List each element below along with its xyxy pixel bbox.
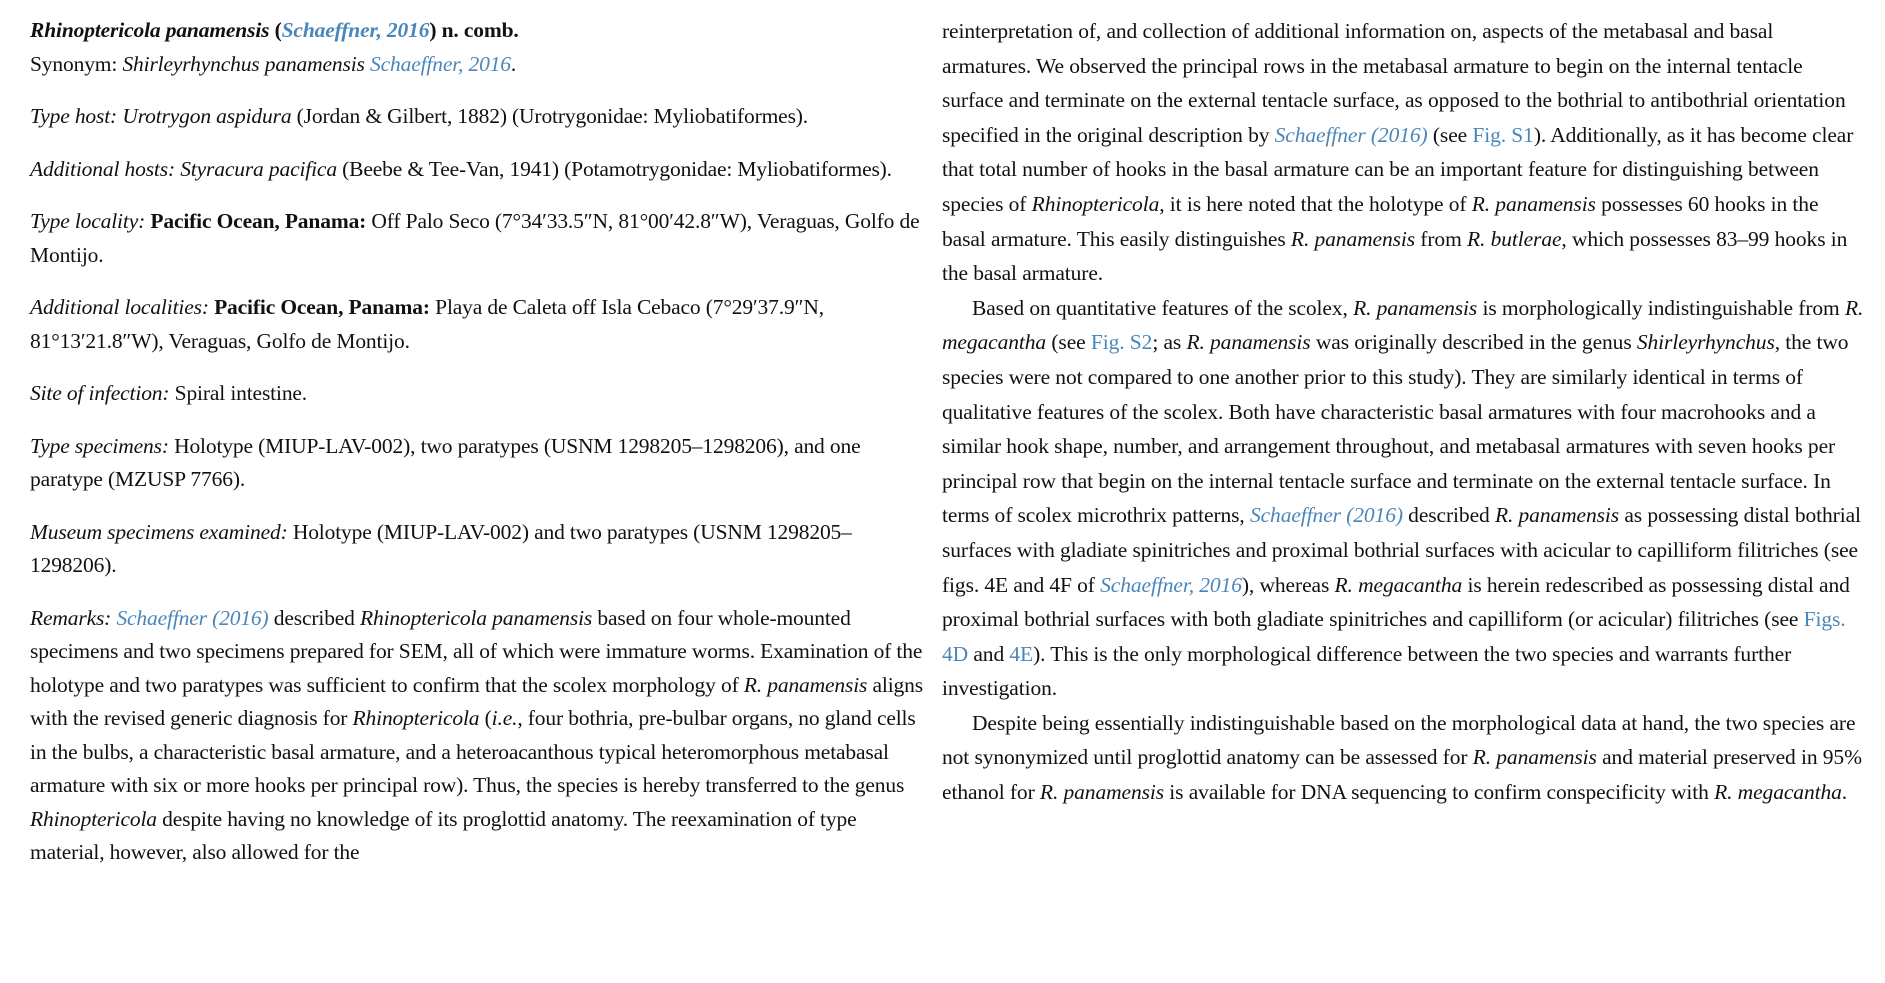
text-run: Playa de Caleta off Isla Cebaco (7°29′37.9″N, 81°13′21.8″W), Veraguas, Golfo de Montijo. bbox=[30, 295, 824, 353]
text-run: Despite being essentially indistinguishable based on the morphological data at hand, the two species are not synonymized until proglottid anatomy can be assessed for bbox=[942, 710, 1856, 770]
text-run: described bbox=[268, 605, 361, 630]
text-run: from bbox=[1415, 226, 1467, 251]
text-run: R. butlerae bbox=[1466, 226, 1562, 251]
text-run: R. panamensis bbox=[1290, 226, 1416, 251]
species-heading bbox=[30, 14, 930, 48]
text-run: . bbox=[1841, 780, 1848, 805]
synonym-line bbox=[30, 48, 930, 82]
text-run: ( bbox=[269, 18, 282, 42]
text-run: Holotype (MIUP-LAV-002) and two paratypes (USNM 1298205–1298206). bbox=[30, 519, 852, 577]
text-run: (see bbox=[1427, 122, 1473, 147]
citation-link[interactable]: Fig. S2 bbox=[1090, 330, 1153, 355]
text-run: i.e. bbox=[491, 706, 518, 730]
citation-link[interactable]: Schaeffner, 2016 bbox=[370, 51, 511, 76]
text-run: R. megacantha bbox=[1714, 780, 1842, 805]
text-run: , the two species were not compared to one another prior to this study). They are similarly identical in terms of qualitative features of the scolex. Both have characteristic basal armatures with four macrohooks and a similar hook shape, number, and arrangement throughout, and metabasal armatures with seven hooks per principal row that begin on the internal tentacle surface and terminate on the external tentacle surface. In terms of scolex microthrix patterns, bbox=[942, 330, 1849, 528]
text-run: ) n. comb. bbox=[429, 18, 519, 42]
text-run: despite having no knowledge of its proglottid anatomy. The reexamination of type material, however, also allowed for the bbox=[30, 806, 857, 864]
text-run: R. megacantha bbox=[942, 295, 1864, 355]
citation-link[interactable]: Schaeffner (2016) bbox=[1249, 503, 1403, 528]
text-run: Based on quantitative features of the scolex, bbox=[972, 295, 1354, 320]
text-run: Additional localities: bbox=[30, 295, 209, 319]
right-column bbox=[942, 14, 1867, 810]
text-run: Off Palo Seco (7°34′33.5″N, 81°00′42.8″W), Veraguas, Golfo de Montijo. bbox=[30, 209, 920, 267]
text-run: is available for DNA sequencing to confirm conspecificity with bbox=[1164, 780, 1715, 805]
text-run: (Jordan & Gilbert, 1882) (Urotrygonidae: Myliobatiformes). bbox=[291, 104, 809, 128]
text-run: , it is here noted that the holotype of bbox=[1159, 191, 1472, 216]
text-run: is herein redescribed as possessing distal and proximal bothrial surfaces with both gladiate spinitriches and capilliform (or acicular) filitriches (see bbox=[942, 572, 1850, 632]
text-run: R. panamensis bbox=[1186, 330, 1311, 355]
additional-hosts-paragraph bbox=[30, 153, 930, 187]
type-locality-paragraph bbox=[30, 205, 930, 272]
text-run: Spiral intestine. bbox=[169, 381, 308, 405]
text-run: and bbox=[968, 641, 1010, 666]
synonymy-decision-paragraph bbox=[942, 706, 1867, 810]
text-run: R. megacantha bbox=[1334, 572, 1463, 597]
type-specimens-paragraph bbox=[30, 430, 930, 497]
text-run: , which possesses 83–99 hooks in the basal armature. bbox=[942, 226, 1848, 286]
text-run: Type host: bbox=[30, 104, 118, 128]
text-run: Museum specimens examined: bbox=[30, 519, 288, 544]
citation-link[interactable]: Fig. S1 bbox=[1472, 122, 1534, 147]
remarks-paragraph bbox=[30, 602, 930, 870]
text-run: Rhinoptericola panamensis bbox=[30, 18, 270, 42]
type-host-paragraph bbox=[30, 100, 930, 134]
text-run: described bbox=[1402, 503, 1495, 528]
remarks-continuation-paragraph bbox=[942, 14, 1867, 291]
text-run: Type specimens: bbox=[30, 433, 169, 458]
text-run: ; as bbox=[1152, 330, 1187, 355]
text-run: Holotype (MIUP-LAV-002), two paratypes (USNM 1298205–1298206), and one paratype (MZUSP 7766). bbox=[30, 433, 861, 491]
text-run: ), whereas bbox=[1241, 572, 1335, 597]
text-run: Rhinoptericola bbox=[30, 806, 157, 831]
text-run: Pacific Ocean, Panama: bbox=[150, 209, 367, 233]
text-run: R. panamensis bbox=[1494, 503, 1620, 528]
text-run: R. panamensis bbox=[1039, 780, 1165, 805]
text-run: , four bothria, pre-bulbar organs, no gland cells in the bulbs, a characteristic basal armature, and a heteroacanthous typical heteromorphous metabasal armature with six or more hooks per principal row). Thus, the species is hereby transferred to the genus bbox=[30, 706, 916, 797]
left-column bbox=[30, 14, 930, 889]
text-run: based on four whole-mounted specimens and two specimens prepared for SEM, all of which were immature worms. Examination of the holotype and two paratypes was sufficient to confirm that the scolex morphology of bbox=[30, 605, 923, 697]
citation-link[interactable]: Figs. 4D bbox=[942, 607, 1846, 666]
text-run: Type locality: bbox=[30, 209, 146, 233]
text-run: Remarks: bbox=[30, 605, 112, 630]
text-run: Shirleyrhynchus panamensis bbox=[122, 51, 370, 76]
text-run: reinterpretation of, and collection of additional information on, aspects of the metabasal and basal armatures. We observed the principal rows in the metabasal armature to begin on the internal tentacle surface and terminate on the external tentacle surface, as opposed to the bothrial to antibothrial orientation specified in the original description by bbox=[942, 19, 1846, 147]
text-run: R. panamensis bbox=[1471, 191, 1596, 216]
text-run: (see bbox=[1046, 330, 1091, 355]
text-run: as possessing distal bothrial surfaces with gladiate spinitriches and proximal bothrial surfaces with acicular to capilliform filitriches (see figs. 4E and 4F of bbox=[942, 503, 1861, 597]
text-run: Urotrygon aspidura bbox=[122, 104, 292, 128]
text-run: is morphologically indistinguishable from bbox=[1477, 295, 1845, 320]
text-run: ( bbox=[479, 706, 492, 730]
citation-link[interactable]: Schaeffner, 2016 bbox=[281, 18, 430, 42]
text-run: R. panamensis bbox=[1353, 295, 1478, 320]
citation-link[interactable]: Schaeffner (2016) bbox=[116, 605, 269, 630]
text-run: ). Additionally, as it has become clear that total number of hooks in the basal armature can be an important feature for distinguishing between species of bbox=[942, 122, 1854, 216]
text-run: Pacific Ocean, Panama: bbox=[214, 295, 430, 319]
text-run: ). This is the only morphological difference between the two species and warrants further investigation. bbox=[942, 641, 1792, 701]
text-run: Rhinoptericola panamensis bbox=[360, 605, 593, 630]
text-run: Rhinoptericola bbox=[1031, 191, 1160, 216]
text-run: and material preserved in 95% ethanol for bbox=[942, 745, 1862, 805]
text-run: Styracura pacifica bbox=[180, 156, 337, 181]
site-of-infection-paragraph bbox=[30, 377, 930, 411]
citation-link[interactable]: Schaeffner, 2016 bbox=[1100, 572, 1242, 597]
text-run: aligns with the revised generic diagnosis for bbox=[30, 672, 923, 730]
citation-link[interactable]: 4E bbox=[1009, 641, 1034, 666]
text-run: Additional hosts: bbox=[30, 156, 175, 181]
additional-localities-paragraph bbox=[30, 291, 930, 358]
text-run: was originally described in the genus bbox=[1310, 330, 1637, 355]
text-run: Rhinoptericola bbox=[352, 706, 480, 730]
text-run: Shirleyrhynchus bbox=[1636, 330, 1775, 355]
quantitative-comparison-paragraph bbox=[942, 291, 1867, 706]
citation-link[interactable]: Schaeffner (2016) bbox=[1274, 122, 1428, 147]
text-run: . bbox=[510, 51, 517, 76]
museum-specimens-paragraph bbox=[30, 516, 930, 583]
text-run: (Beebe & Tee-Van, 1941) (Potamotrygonidae: Myliobatiformes). bbox=[336, 156, 892, 181]
text-run: R. panamensis bbox=[743, 672, 868, 697]
text-run: R. panamensis bbox=[1472, 745, 1597, 770]
text-run: Site of infection: bbox=[30, 381, 170, 405]
text-run: possesses 60 hooks in the basal armature. This easily distinguishes bbox=[942, 191, 1819, 251]
text-run: Synonym: bbox=[30, 51, 123, 76]
